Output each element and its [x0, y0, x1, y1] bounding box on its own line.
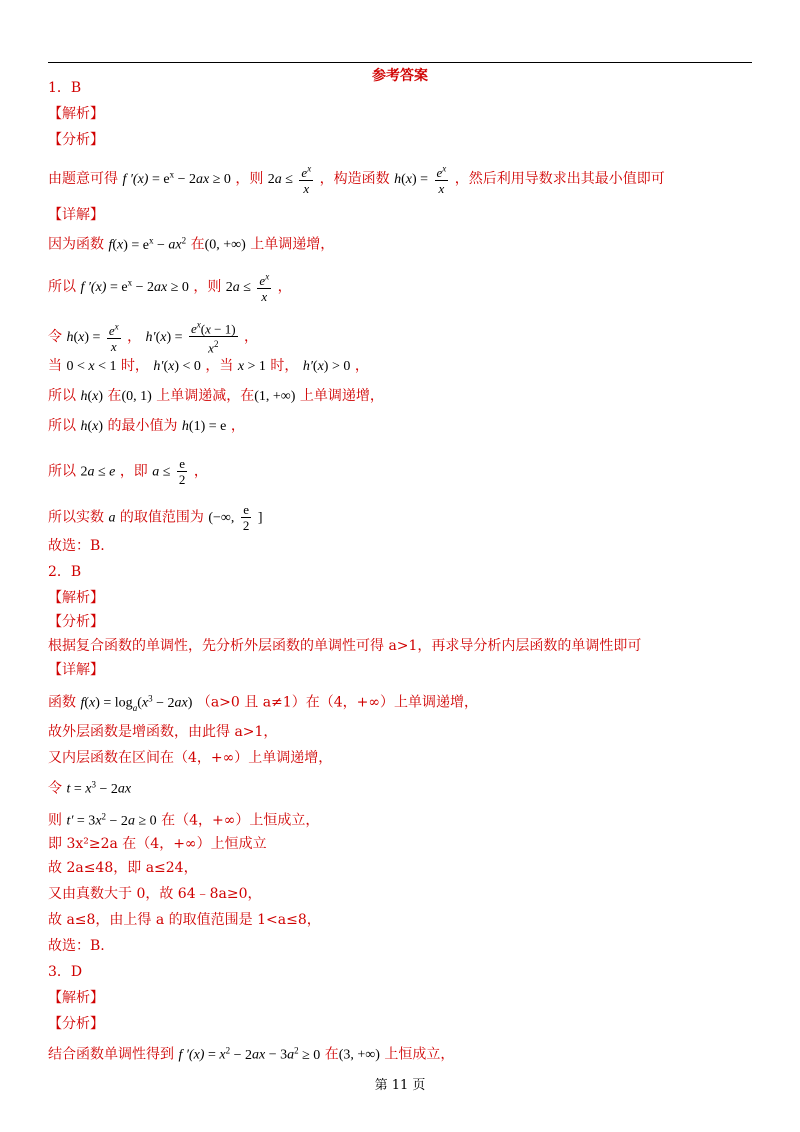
- page-number: 第 11 页: [374, 1078, 426, 1093]
- q1-fenxi-text: 由题意可得 f $'(x) = e^x - 2ax \ge 0$ ，则 2a ≤ $\frac{e^x}{x}$ ，构造函数 h(x) = $\frac{e^x}{x}$ ，然后利用导数求出其最小值即可: [48, 164, 665, 197]
- q2-line-4: 令 $t = x^3 - 2ax$: [48, 779, 132, 797]
- q2-line-7: 故 2a≤48，即 a≤24，: [48, 860, 198, 876]
- q2-line-2: 故外层函数是增函数，由此得 a>1，: [48, 724, 278, 740]
- q2-fenxi-label: 【分析】: [48, 614, 104, 630]
- math-fraction: $\frac{e^x}{x}$: [259, 272, 270, 305]
- math-fraction: $\frac{e}{2}$: [242, 502, 250, 533]
- q1-answer: 1．B: [48, 80, 82, 96]
- q1-line-5: 所以 h(x) 在(0, 1) 上单调递减，在(1, +∞) 上单调递增，: [48, 388, 384, 404]
- q3-answer: 3．D: [48, 964, 83, 980]
- math-fraction: $\frac{e^x}{x}$: [108, 321, 119, 354]
- q2-conclusion: 故选：B.: [48, 938, 105, 954]
- q2-line-9: 故 a≤8，由上得 a 的取值范围是 1<a≤8，: [48, 912, 321, 928]
- q1-conclusion: 故选：B.: [48, 538, 105, 554]
- q2-line-6: 即 3x²≥2a 在（4，+∞）上恒成立: [48, 836, 267, 852]
- q3-line-1: 结合函数单调性得到 f $'(x) = x^2 - 2ax - 3a^2 \ge 0$ 在(3, +∞) 上恒成立，: [48, 1045, 455, 1063]
- q1-xiangjie-label: 【详解】: [48, 207, 104, 223]
- math-fraction: $\frac{e^x}{x}$: [436, 164, 447, 197]
- q3-jiexi-label: 【解析】: [48, 990, 104, 1006]
- q1-line-1: 因为函数 $f(x) = e^x - ax^2$ 在(0, +∞) 上单调递增，: [48, 235, 335, 253]
- q1-jiexi-label: 【解析】: [48, 106, 104, 122]
- q2-line-8: 又由真数大于 0，故 64﹣8a≥0，: [48, 886, 262, 902]
- page-title: 参考答案: [372, 68, 428, 84]
- math-fraction: $\frac{e^x(x - 1)}{x^2}$: [191, 320, 236, 356]
- math-fraction: $\frac{e}{2}$: [178, 456, 186, 487]
- q2-xiangjie-label: 【详解】: [48, 662, 104, 678]
- q1-line-3: 令 h(x) = $\frac{e^x}{x}$ ， h′(x) = $\frac{e^x(x - 1)}{x^2}$ ，: [48, 320, 259, 356]
- q1-line-2: 所以 f $'(x) = e^x - 2ax \ge 0$ ，则 2a ≤ $\frac{e^x}{x}$ ，: [48, 272, 292, 305]
- math-expr: f ′(x): [122, 172, 149, 188]
- q1-fenxi-label: 【分析】: [48, 132, 104, 148]
- q2-fenxi-text: 根据复合函数的单调性，先分析外层函数的单调性可得 a>1，再求导分析内层函数的单调性即可: [48, 638, 642, 654]
- q2-answer: 2．B: [48, 564, 82, 580]
- q1-line-8: 所以实数 a 的取值范围为 (−∞, $\frac{e}{2}$ ]: [48, 502, 263, 533]
- q2-line-3: 又内层函数在区间在（4，+∞）上单调递增，: [48, 750, 333, 766]
- q2-line-1: 函数 $f(x) = \log_a(x^3 - 2ax)$ （a>0 且 a≠1）在（4，+∞）上单调递增，: [48, 693, 478, 713]
- math-fraction: $\frac{e^x}{x}$: [301, 164, 312, 197]
- q2-jiexi-label: 【解析】: [48, 590, 104, 606]
- q1-line-7: 所以 2a ≤ e ，即 a ≤ $\frac{e}{2}$ ，: [48, 456, 208, 487]
- header-rule: [48, 62, 752, 63]
- q2-line-5: 则 $t' = 3x^2 - 2a \ge 0$ 在（4，+∞）上恒成立，: [48, 811, 320, 829]
- q1-line-6: 所以 h(x) 的最小值为 h(1) = e ，: [48, 418, 245, 434]
- q3-fenxi-label: 【分析】: [48, 1016, 104, 1032]
- q1-line-4: 当 0 < x < 1 时， h′(x) < 0 ，当 x > 1 时， h′(x) > 0 ，: [48, 358, 369, 374]
